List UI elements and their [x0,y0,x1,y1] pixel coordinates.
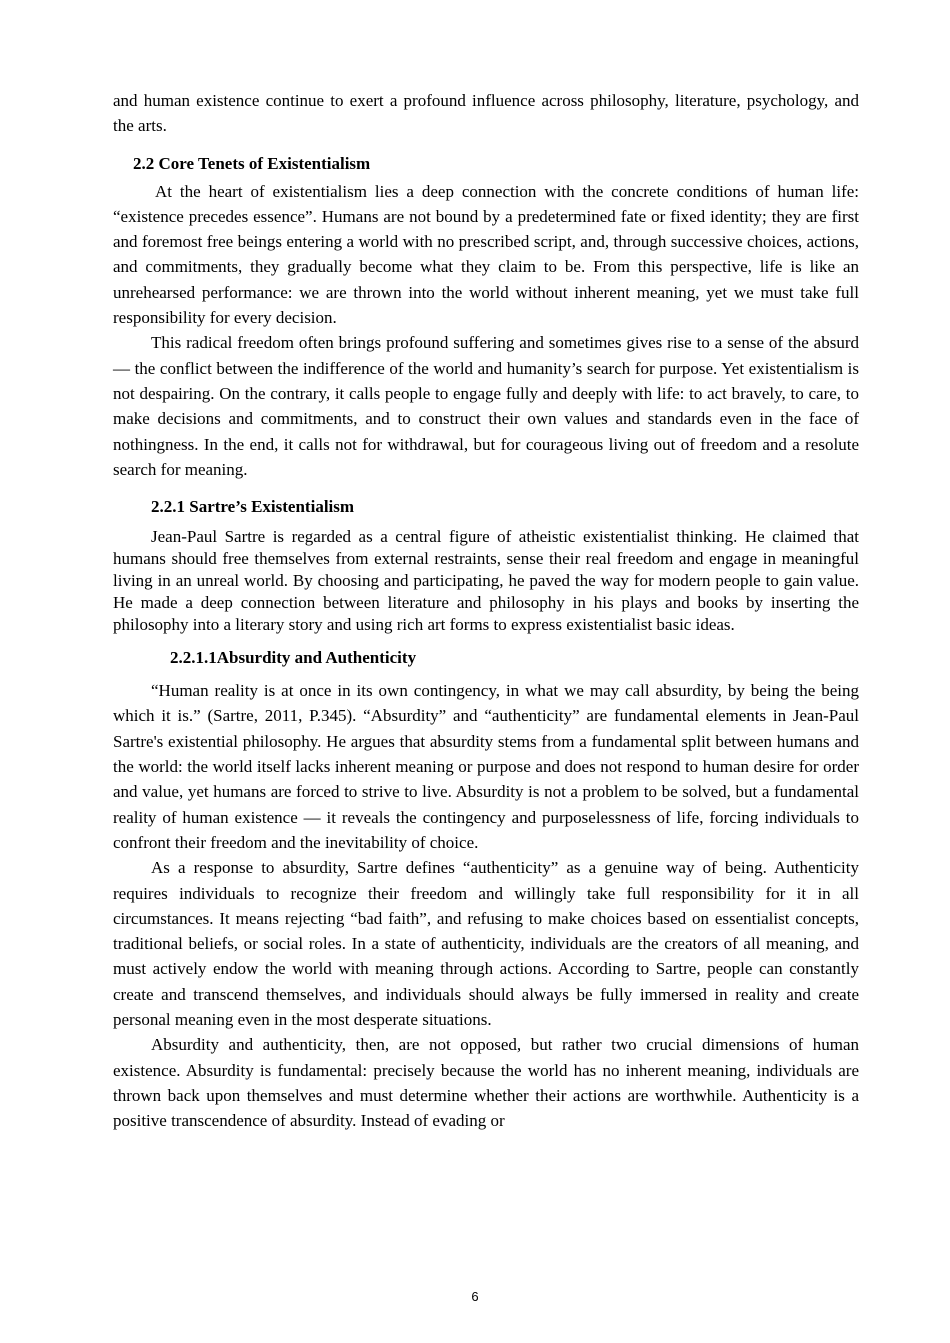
paragraph-continuation: and human existence continue to exert a profound influence across philosophy, literature, psychology, and the arts. [113,91,859,136]
paragraph-existence-precedes-essence: At the heart of existentialism lies a deep connection with the concrete conditions of human life: “existence precedes essence”. Humans are not bound by a predetermined fate or fixed identity; they are first and foremost free beings entering a world with no prescribed script, and, through successive choices, actions, and commitments, they gradually become what they claim to be. From this perspective, life is like an unrehearsed performance: we are thrown into the world without inherent meaning, yet we must take full responsibility for every decision. [113,181,859,328]
paragraph-radical-freedom: This radical freedom often brings profound suffering and sometimes gives rise to a sense of the absurd — the conflict between the indifference of the world and humanity’s search for purpose. Yet existentialism is not despairing. On the contrary, it calls people to engage fully and deeply with life: to act bravely, to care, to make decisions and commitments, and to construct their own values and standards even in the face of nothingness. In the end, it calls not for withdrawal, but for courageous living out of freedom and a resolute search for meaning. [113,333,859,479]
section-heading-2-2-1: 2.2.1 Sartre’s Existentialism [151,497,355,517]
paragraph-absurdity: “Human reality is at once in its own contingency, in what we may call absurdity, by being the being which it is.” (Sartre, 2011, P.345). “Absurdity” and “authenticity” are fundamental elements in Jean-Paul Sartre's existential philosophy. He argues that absurdity stems from a fundamental split between humans and the world: the world itself lacks inherent meaning or purpose and does not respond to human desire for order and value, yet humans are forced to strive to live. Absurdity is not a problem to be solved, but a fundamental reality of human existence — it reveals the contingency and purposelessness of life, forcing individuals to confront their freedom and the inevitability of choice. [113,681,859,852]
page-number: 6 [471,1289,479,1304]
paragraph-authenticity: As a response to absurdity, Sartre defines “authenticity” as a genuine way of being. Authenticity requires individuals to recognize their freedom and willingly take full responsibility for it in all circumstances. It means rejecting “bad faith”, and refusing to make choices based on essentialist concepts, traditional beliefs, or social roles. In a state of authenticity, individuals are the creators of all meaning, and must actively endow the world with meaning through actions. According to Sartre, people can constantly create and transcend themselves, and individuals should always be fully immersed in reality and create personal meaning even in the most desperate situations. [113,858,859,1030]
paragraph-sartre-intro: Jean-Paul Sartre is regarded as a central figure of atheistic existentialist thinking. He claimed that humans should free themselves from external restraints, sense their real freedom and engage in meaningful living in an unreal world. By choosing and participating, he paved the way for modern people to gain value. He made a deep connection between literature and philosophy in his plays and books by inserting the philosophy into a literary story and using rich art forms to express existentialist basic ideas. [113,527,859,635]
section-heading-2-2: 2.2 Core Tenets of Existentialism [133,153,371,173]
section-heading-2-2-1-1: 2.2.1.1Absurdity and Authenticity [170,648,417,668]
paragraph-absurdity-and-authenticity: Absurdity and authenticity, then, are not opposed, but rather two crucial dimensions of human existence. Absurdity is fundamental: precisely because the world has no inherent meaning, individuals are thrown back upon themselves and must determine whether their actions are worthwhile. Authenticity is a positive transcendence of absurdity. Instead of evading or [113,1035,859,1131]
page-body [113,88,859,1134]
